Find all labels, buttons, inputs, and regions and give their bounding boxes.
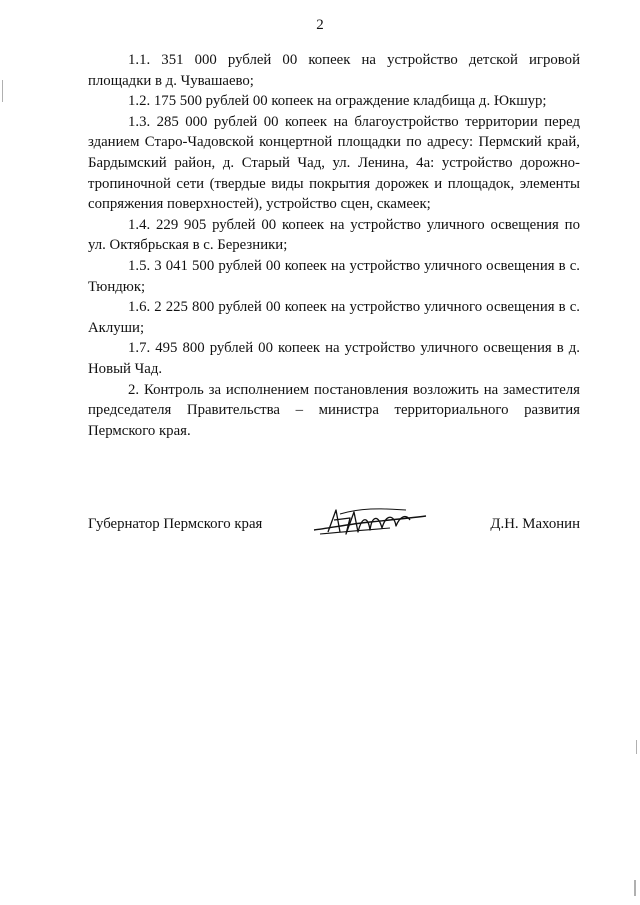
scan-margin-mark [2,80,3,102]
paragraph-1-3: 1.3. 285 000 рублей 00 копеек на благоустройство территории перед зданием Старо-Чадовской концертной площадки по адресу: Пермский край, Бардымский район, д. Старый Чад, ул. Ленина, 4а: устройство дорожно-тропиночной сети (твердые виды покрытия дорожек и площадок, элементы сопряжения поверхностей), устройство сцен, скамеек; [88,113,580,213]
paragraph-2: 2. Контроль за исполнением постановления возложить на заместителя председателя Правительства – министра территориального развития Пермского края. [88,381,580,439]
handwritten-signature-icon [310,504,430,544]
signatory-name: Д.Н. Махонин [490,516,580,532]
paragraph-1-2: 1.2. 175 500 рублей 00 копеек на ограждение кладбища д. Юкшур; [128,93,547,110]
document-body [88,50,580,441]
page-number: 2 [316,17,324,33]
paragraph-1-6: 1.6. 2 225 800 рублей 00 копеек на устройство уличного освещения в с. Аклуши; [88,299,580,336]
signatory-title: Губернатор Пермского края [88,516,263,532]
scan-margin-mark [634,880,636,896]
paragraph-1-4: 1.4. 229 905 рублей 00 копеек на устройство уличного освещения по ул. Октябрьская в с. Березники; [88,216,580,254]
signature-block [88,510,580,550]
paragraph-1-5: 1.5. 3 041 500 рублей 00 копеек на устройство уличного освещения в с. Тюндюк; [88,257,580,295]
paragraph-1-7: 1.7. 495 800 рублей 00 копеек на устройство уличного освещения в д. Новый Чад. [88,340,580,377]
scan-margin-mark [636,740,637,754]
paragraph-1-1: 1.1. 351 000 рублей 00 копеек на устройство детской игровой площадки в д. Чувашаево; [88,52,580,89]
